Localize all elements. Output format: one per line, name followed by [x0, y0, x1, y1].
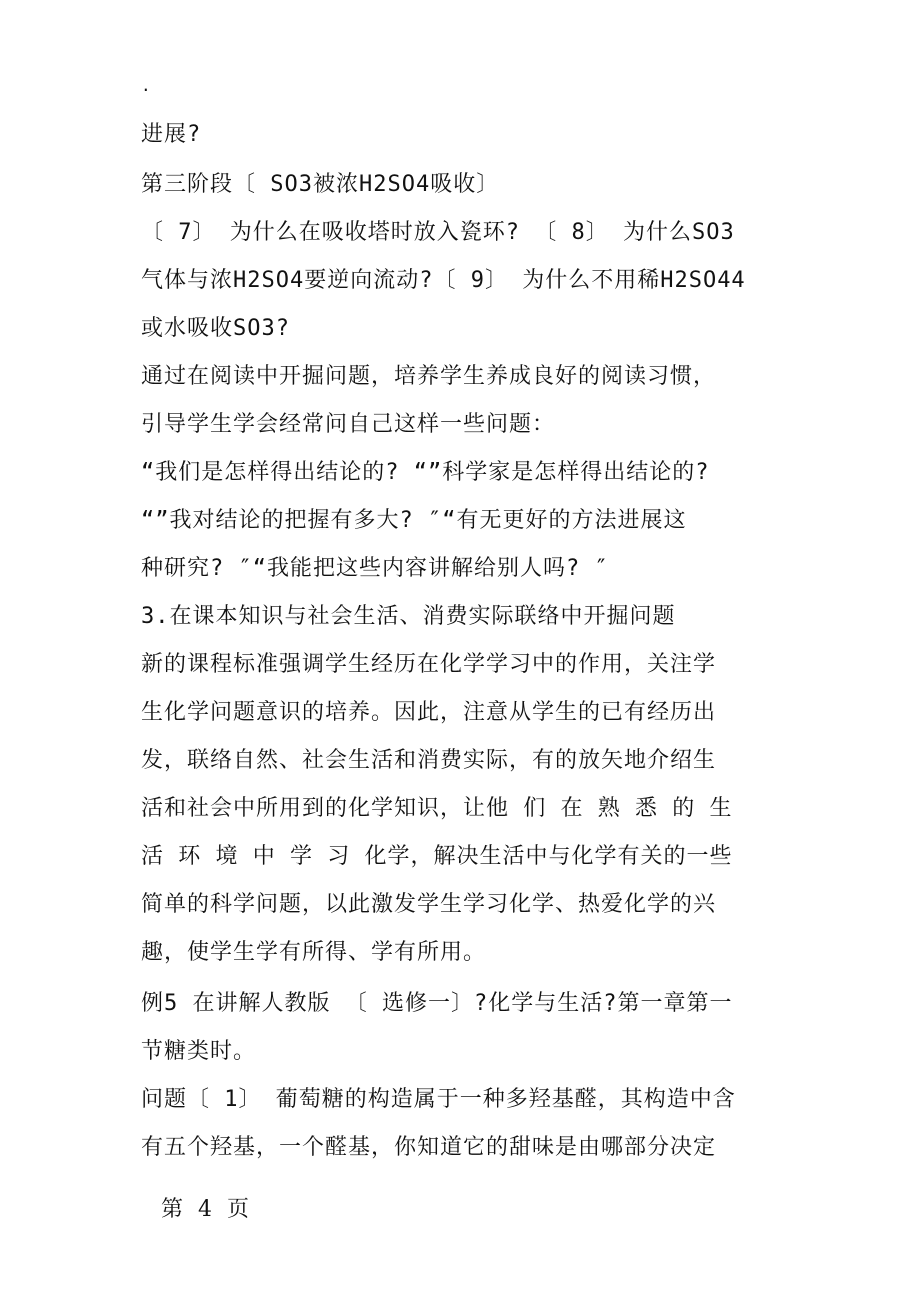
text-line: “我们是怎样得出结论的? “”科学家是怎样得出结论的? — [141, 460, 710, 485]
text-line: 新的课程标准强调学生经历在化学学习中的作用，关注学 — [141, 652, 717, 677]
text-line: 生化学问题意识的培养。因此，注意从学生的已有经历出 — [141, 700, 717, 725]
page-number: 第 4 页 — [161, 1197, 253, 1222]
text-line: 简单的科学问题，以此激发学生学习化学、热爱化学的兴 — [141, 892, 717, 917]
text-line: 进展? — [141, 122, 202, 147]
text-line: 引导学生学会经常问自己这样一些问题： — [141, 412, 556, 437]
text-line: 或水吸收SO3? — [141, 316, 290, 341]
text-line: 活 环 境 中 学 习 化学，解决生活中与化学有关的一些 — [141, 844, 733, 869]
text-line: 〔 7〕 为什么在吸收塔时放入瓷环? 〔 8〕 为什么SO3 — [141, 220, 735, 245]
text-line: “”我对结论的把握有多大? ″“有无更好的方法进展这 — [141, 508, 687, 533]
text-line: 有五个羟基，一个醛基，你知道它的甜味是由哪部分决定 — [141, 1135, 717, 1160]
text-line: 发，联络自然、社会生活和消费实际，有的放矢地介绍生 — [141, 748, 717, 773]
text-line: 气体与浓H2SO4要逆向流动?〔 9〕 为什么不用稀H2SO44 — [141, 268, 746, 293]
text-line: 问题〔 1〕 葡萄糖的构造属于一种多羟基醛，其构造中含 — [141, 1087, 736, 1112]
text-line: 通过在阅读中开掘问题，培养学生养成良好的阅读习惯， — [141, 364, 717, 389]
text-line: 种研究? ″“我能把这些内容讲解给别人吗? ″ — [141, 556, 609, 581]
text-line: 节糖类时。 — [141, 1039, 257, 1064]
text-line: 第三阶段〔 SO3被浓H2SO4吸收〕 — [141, 172, 500, 197]
text-line: 活和社会中所用到的化学知识，让他 们 在 熟 悉 的 生 — [141, 796, 733, 821]
text-line: 例5 在讲解人教版 〔 选修一〕?化学与生活?第一章第一 — [141, 991, 733, 1016]
page-marker: . — [141, 76, 151, 95]
section-heading: 3.在课本知识与社会生活、消费实际联络中开掘问题 — [141, 604, 676, 629]
text-line: 趣，使学生学有所得、学有所用。 — [141, 940, 487, 965]
